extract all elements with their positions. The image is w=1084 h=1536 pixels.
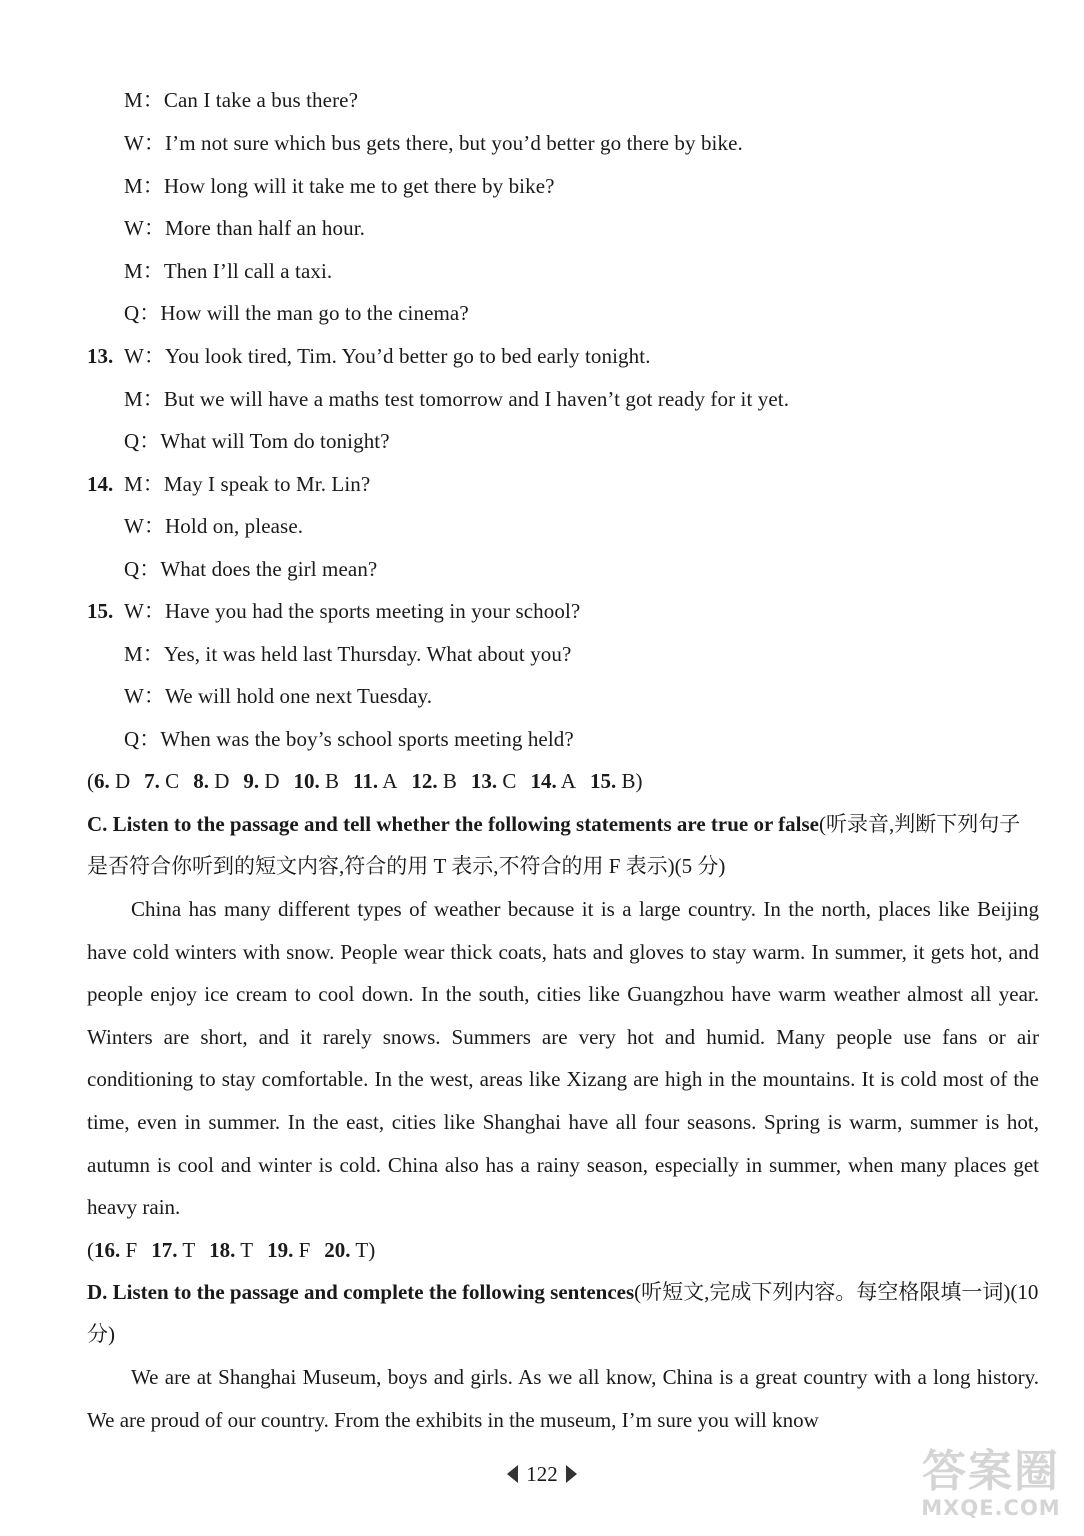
- answer-letter: D: [214, 769, 230, 793]
- watermark-logo: [916, 1448, 1066, 1528]
- answer-number: 6.: [94, 769, 110, 793]
- dialogue-line: W：I’m not sure which bus gets there, but you’d better go there by bike.: [124, 131, 743, 155]
- answer-letter: B: [442, 769, 457, 793]
- answer-letter: T: [182, 1238, 196, 1262]
- answer-close-paren: ): [368, 1238, 376, 1262]
- answer-letter: B: [621, 769, 636, 793]
- section-c-instruction: (听录音,判断下列句子是否符合你听到的短文内容,符合的用 T 表示,不符合的用 F 表示)(5 分): [87, 812, 1021, 878]
- answer-letter: A: [560, 769, 576, 793]
- dialogue-question: Q：How will the man go to the cinema?: [124, 301, 469, 325]
- dialogue-line: W：You look tired, Tim. You’d better go to bed early tonight.: [124, 344, 651, 368]
- question-number: 13.: [87, 344, 114, 368]
- dialogue-line: M：Yes, it was held last Thursday. What about you?: [124, 642, 572, 666]
- answer-letter: D: [264, 769, 280, 793]
- answer-letter: B: [325, 769, 340, 793]
- dialogue-line: M：May I speak to Mr. Lin?: [124, 472, 371, 496]
- answer-letter: T: [240, 1238, 254, 1262]
- answer-number: 7.: [144, 769, 160, 793]
- answer-number: 20.: [324, 1238, 351, 1262]
- answer-number: 8.: [193, 769, 209, 793]
- answer-number: 17.: [151, 1238, 178, 1262]
- answer-open-paren: (: [87, 769, 94, 793]
- answer-number: 12.: [411, 769, 438, 793]
- dialogue-question: Q：When was the boy’s school sports meeting held?: [124, 727, 574, 751]
- answer-letter: T: [355, 1238, 369, 1262]
- answer-number: 10.: [293, 769, 320, 793]
- answer-number: 11.: [353, 769, 379, 793]
- question-number: 15.: [87, 599, 114, 623]
- dialogue-line: M：Can I take a bus there?: [124, 88, 359, 112]
- answer-close-paren: ): [635, 769, 643, 793]
- dialogue-line: W：Hold on, please.: [124, 514, 304, 538]
- dialogue-line: M：How long will it take me to get there by bike?: [124, 174, 555, 198]
- answer-number: 19.: [267, 1238, 294, 1262]
- left-triangle-icon: [507, 1465, 518, 1483]
- section-d-title: D. Listen to the passage and complete the following sentences: [87, 1280, 635, 1304]
- dialogue-line: M：But we will have a maths test tomorrow and I haven’t got ready for it yet.: [124, 387, 790, 411]
- answer-number: 15.: [589, 769, 617, 793]
- question-number: 14.: [87, 472, 114, 496]
- page-number: 122: [526, 1462, 558, 1486]
- watermark-bottom-text: MXQE.COM: [921, 1496, 1061, 1520]
- dialogue-line: W：More than half an hour.: [124, 216, 366, 240]
- section-c-title: C. Listen to the passage and tell whether the following statements are true or false: [87, 812, 820, 836]
- section-d-passage: We are at Shanghai Museum, boys and girls. As we all know, China is a great country with a long history. We are proud of our country. From the exhibits in the museum, I’m sure you will know: [87, 1365, 1039, 1432]
- answer-number: 16.: [94, 1238, 121, 1262]
- answer-letter: C: [502, 769, 517, 793]
- answer-open-paren: (: [87, 1238, 94, 1262]
- dialogue-line: W：We will hold one next Tuesday.: [124, 684, 433, 708]
- answer-letter: F: [125, 1238, 138, 1262]
- answer-letter: C: [165, 769, 180, 793]
- answer-number: 9.: [243, 769, 260, 793]
- section-d-heading: [87, 1271, 1039, 1355]
- answer-key-b: [87, 768, 642, 794]
- dialogue-line: M：Then I’ll call a taxi.: [124, 259, 333, 283]
- right-triangle-icon: [566, 1465, 577, 1483]
- dialogue-line: W：Have you had the sports meeting in your school?: [124, 599, 581, 623]
- answer-number: 14.: [530, 769, 557, 793]
- answer-key-c: [87, 1237, 375, 1263]
- answer-number: 18.: [209, 1238, 236, 1262]
- answer-letter: F: [298, 1238, 311, 1262]
- dialogue-question: Q：What does the girl mean?: [124, 557, 378, 581]
- section-d-instruction: (听短文,完成下列内容。每空格限填一词)(10 分): [87, 1280, 1039, 1346]
- section-c-passage: China has many different types of weather because it is a large country. In the north, places like Beijing have cold winters with snow. People wear thick coats, hats and gloves to stay warm. In summer, it gets hot, and people enjoy ice cream to cool down. In the south, cities like Guangzhou have warm weather almost all year. Winters are short, and it rarely snows. Summers are very hot and humid. Many people use fans or air conditioning to stay comfortable. In the west, areas like Xizang are high in the mountains. It is cold most of the time, even in summer. In the east, cities like Shanghai have all four seasons. Spring is warm, summer is hot, autumn is cool and winter is cold. China also has a rainy season, especially in summer, when many places get heavy rain.: [87, 897, 1039, 1220]
- answer-letter: A: [382, 769, 398, 793]
- section-c-heading: [87, 803, 1039, 887]
- answer-number: 13.: [470, 769, 498, 793]
- watermark-top-text: 答案圈: [922, 1446, 1060, 1497]
- dialogue-question: Q：What will Tom do tonight?: [124, 429, 390, 453]
- answer-letter: D: [115, 769, 131, 793]
